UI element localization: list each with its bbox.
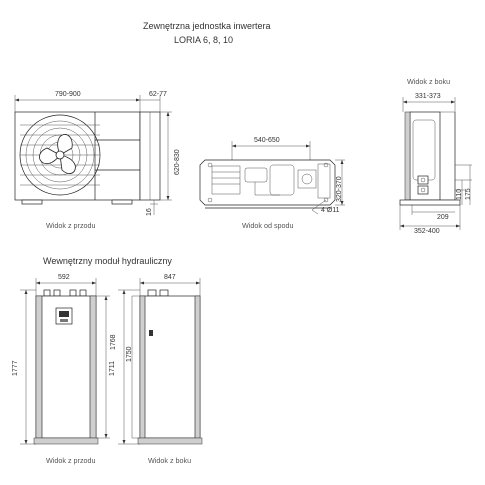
indoor-front-h-body: 1711 bbox=[109, 360, 116, 376]
outdoor-front-depth: 62-77 bbox=[149, 91, 167, 98]
outdoor-bottom-span: 540-650 bbox=[254, 137, 280, 144]
outdoor-side-top-width: 331-373 bbox=[415, 93, 441, 100]
outdoor-front-height: 620-830 bbox=[174, 149, 181, 175]
outdoor-bottom-hole: 4 Ø11 bbox=[321, 207, 340, 214]
outdoor-front-view bbox=[15, 95, 172, 215]
indoor-title: Wewnętrzny moduł hydrauliczny bbox=[43, 256, 172, 266]
indoor-side-depth: 847 bbox=[164, 274, 176, 281]
outdoor-side-view bbox=[400, 97, 472, 230]
outdoor-bottom-caption: Widok od spodu bbox=[242, 221, 294, 230]
outdoor-front-feet: 16 bbox=[146, 208, 153, 216]
outdoor-side-base-outer: 352-400 bbox=[414, 228, 440, 235]
outdoor-title-line2: LORIA 6, 8, 10 bbox=[174, 35, 234, 45]
outdoor-front-caption: Widok z przodu bbox=[46, 221, 96, 230]
indoor-front-view bbox=[20, 278, 110, 444]
outdoor-side-pipe-h1: 110 bbox=[456, 188, 463, 200]
outdoor-side-pipe-h2: 175 bbox=[465, 188, 472, 200]
outdoor-bottom-depth: 320-370 bbox=[336, 176, 343, 202]
outdoor-side-caption: Widok z boku bbox=[407, 77, 451, 86]
indoor-front-h-total: 1777 bbox=[12, 360, 19, 376]
indoor-front-caption: Widok z przodu bbox=[46, 456, 96, 465]
indoor-front-width: 592 bbox=[58, 274, 70, 281]
indoor-side-h-body: 1750 bbox=[126, 346, 133, 362]
outdoor-front-width: 790-900 bbox=[55, 91, 81, 98]
outdoor-bottom-view bbox=[200, 141, 345, 214]
indoor-side-caption: Widok z boku bbox=[148, 456, 192, 465]
outdoor-title-line1: Zewnętrzna jednostka inwertera bbox=[143, 21, 271, 31]
outdoor-side-base-inner: 209 bbox=[437, 214, 449, 221]
indoor-side-h-total: 1768 bbox=[110, 334, 117, 350]
